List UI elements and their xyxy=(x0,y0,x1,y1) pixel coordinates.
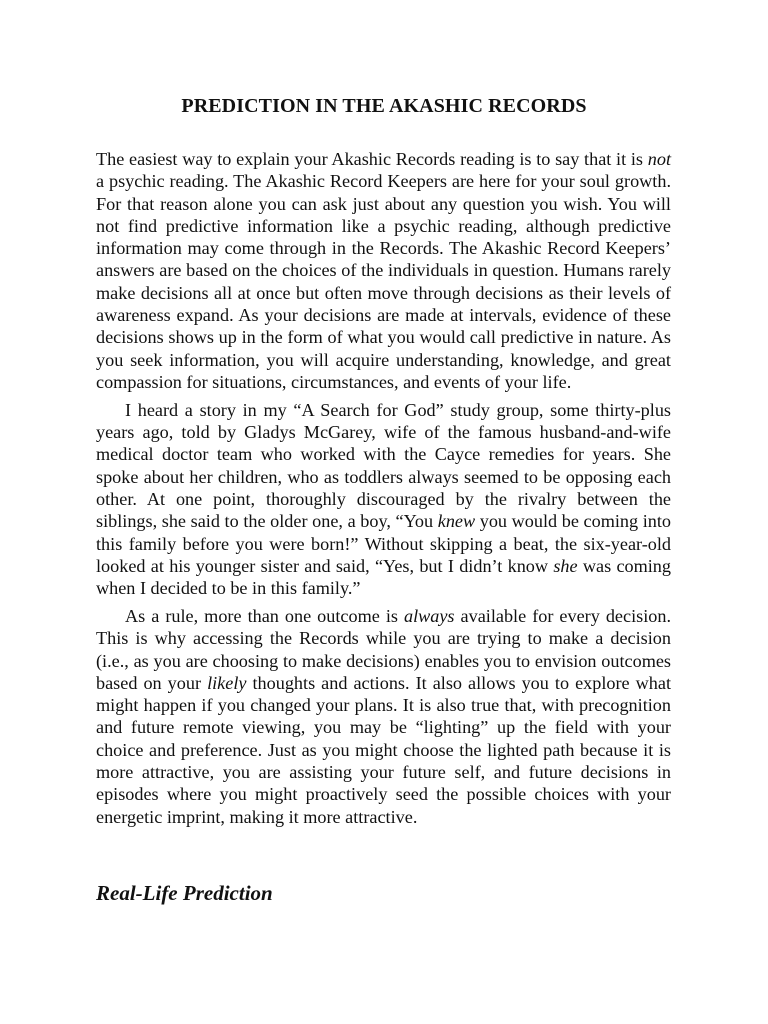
text-run: was coming when I decided to be in this family.” xyxy=(96,555,671,599)
emphasis-always: always xyxy=(403,605,455,626)
emphasis-she: she xyxy=(553,555,578,576)
section-heading: Real-Life Prediction xyxy=(96,881,273,905)
text-run: a psychic reading. The Akashic Record Keepers are here for your soul growth. For that reason alone you can ask just about any question you wish. You will not find predictive information like a psychic reading, although predictive information may come through in the Records. The Akashic Record Keepers’ answers are based on the choices of the individuals in question. Humans rarely make decisions all at once but often move through decisions as their levels of awareness expand. As your decisions are made at intervals, evidence of these decisions shows up in the form of what you would call predictive in nature. As you seek information, you will acquire understanding, knowledge, and great compassion for situations, circumstances, and events of your life. xyxy=(96,171,671,392)
chapter-title: PREDICTION IN THE AKASHIC RECORDS xyxy=(181,95,587,117)
paragraph-2 xyxy=(96,399,671,600)
emphasis-likely: likely xyxy=(207,672,247,693)
text-run: thoughts and actions. It also allows you to explore what might happen if you changed your plans. It is also true that, with precognition and future remote viewing, you may be “lighting” up the field with your choice and preference. Just as you might choose the lighted path because it is more attractive, you are assisting your future self, and future decisions in episodes where you might proactively seed the possible choices with your energetic imprint, making it more attractive. xyxy=(96,672,672,827)
emphasis-knew: knew xyxy=(437,511,476,532)
paragraph-3 xyxy=(96,605,671,828)
text-run: you would be coming into this family before you were born!” Without skipping a beat, the six-year-old looked at his younger sister and said, “Yes, but I didn’t know xyxy=(96,511,671,576)
text-run: I heard a story in my “A Search for God” study group, some thirty-plus years ago, told by Gladys McGarey, wife of the famous husband-and-wife medical doctor team who worked with the Cayce remedies for years. She spoke about her children, who as toddlers always seemed to be opposing each other. At one point, thoroughly discouraged by the rivalry between the siblings, she said to the older one, a boy, “You xyxy=(96,399,671,532)
text-run: As a rule, more than one outcome is xyxy=(125,605,404,626)
text-run: available for every decision. This is why accessing the Records while you are trying to make a decision (i.e., as you are choosing to make decisions) enables you to envision outcomes based on your xyxy=(96,605,671,693)
paragraph-1 xyxy=(96,148,671,393)
emphasis-not: not xyxy=(647,149,671,169)
body-text xyxy=(96,148,671,833)
text-run: The easiest way to explain your Akashic Records reading is to say that it is xyxy=(96,149,648,169)
